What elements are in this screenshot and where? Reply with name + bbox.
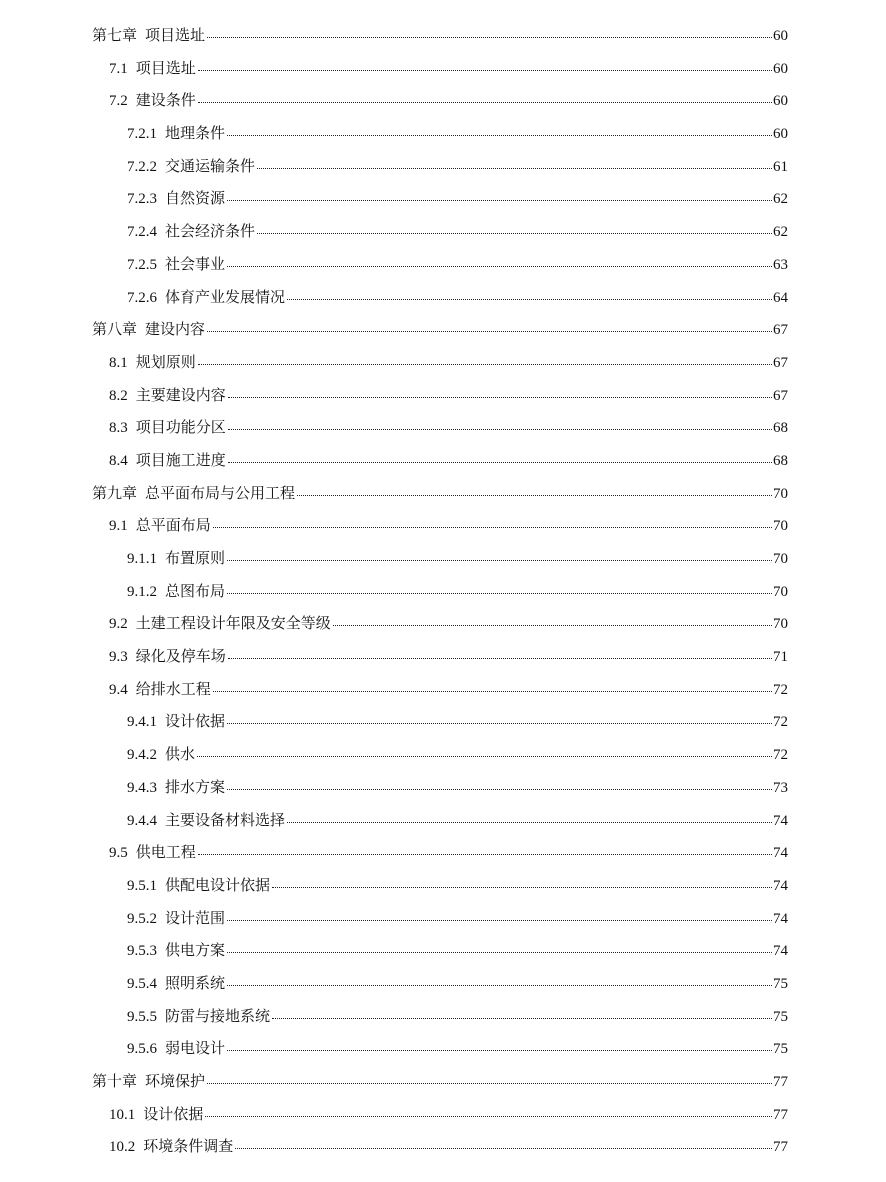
toc-dot-leader [227,548,772,561]
toc-entry-level-1[interactable] [0,19,886,52]
toc-entry-level-2[interactable] [0,379,886,412]
toc-entry-number: 9.5.5 [127,1008,157,1025]
toc-entry-title: 主要建设内容 [135,385,226,404]
toc-dot-leader [207,319,772,332]
toc-entry-page-number: 70 [773,551,788,567]
toc-entry-page-number: 64 [773,289,788,306]
toc-entry-number: 10.1 [109,1106,136,1123]
toc-entry-title: 设计依据 [143,1104,204,1123]
toc-entry-page-number: 74 [773,943,788,960]
toc-dot-leader [257,221,772,234]
toc-dot-leader [257,156,772,169]
toc-entry-page-number: 71 [773,649,788,666]
toc-entry-page-number: 62 [773,191,788,208]
toc-entry-number: 8.1 [109,354,128,371]
toc-entry-level-3[interactable] [0,150,886,183]
toc-dot-leader [272,875,772,888]
toc-entry-level-3[interactable] [0,771,886,804]
toc-entry-page-number: 75 [773,1008,788,1025]
toc-entry-page-number: 61 [773,158,788,175]
toc-entry-page-number: 60 [773,126,788,143]
toc-dot-leader [287,287,772,300]
toc-entry-title: 规划原则 [135,352,196,371]
toc-entry-level-3[interactable] [0,248,886,281]
toc-dot-leader [207,25,772,38]
toc-entry-number: 9.5 [109,845,128,862]
toc-entry-number: 第九章 [92,483,138,502]
toc-entry-level-3[interactable] [0,804,886,837]
toc-entry-level-3[interactable] [0,869,886,902]
toc-dot-leader [198,58,772,71]
toc-entry-number: 第七章 [92,26,138,44]
toc-dot-leader [228,385,772,398]
toc-entry-page-number: 74 [773,910,788,927]
toc-entry-title: 设计范围 [165,908,226,927]
toc-dot-leader [197,744,772,757]
table-of-contents [0,19,886,1163]
toc-entry-level-2[interactable] [0,509,886,542]
toc-entry-number: 9.5.4 [127,975,157,992]
toc-entry-title: 社会经济条件 [165,222,256,241]
toc-entry-title: 社会事业 [165,254,226,273]
toc-dot-leader [297,483,772,496]
toc-entry-level-1[interactable] [0,1065,886,1098]
toc-dot-leader [227,1038,772,1051]
toc-entry-page-number: 77 [773,1139,788,1156]
toc-entry-level-3[interactable] [0,902,886,935]
toc-entry-title: 建设内容 [145,320,206,339]
toc-dot-leader [213,515,772,528]
toc-entry-level-3[interactable] [0,117,886,150]
toc-entry-number: 9.4.1 [127,714,157,731]
toc-dot-leader [227,973,772,986]
toc-entry-title: 项目施工进度 [135,450,226,469]
toc-entry-level-3[interactable] [0,738,886,771]
toc-entry-title: 照明系统 [165,973,226,992]
toc-entry-number: 7.2.2 [127,158,157,175]
toc-entry-page-number: 74 [773,845,788,862]
toc-entry-number: 7.2.3 [127,191,157,208]
toc-entry-number: 9.1.1 [127,551,157,567]
toc-entry-page-number: 63 [773,256,788,273]
toc-entry-page-number: 73 [773,779,788,796]
toc-dot-leader [205,1104,772,1117]
toc-entry-level-3[interactable] [0,934,886,967]
toc-entry-title: 给排水工程 [135,679,211,698]
toc-entry-number: 7.2.4 [127,224,157,241]
toc-entry-level-3[interactable] [0,215,886,248]
toc-dot-leader [287,810,772,823]
toc-entry-page-number: 72 [773,714,788,731]
toc-entry-level-3[interactable] [0,967,886,1000]
toc-entry-level-2[interactable] [0,346,886,379]
toc-entry-title: 地理条件 [165,124,226,143]
toc-entry-number: 9.4.2 [127,747,157,764]
toc-entry-page-number: 60 [773,60,788,77]
toc-dot-leader [228,417,772,430]
toc-entry-page-number: 60 [773,93,788,110]
toc-entry-level-3[interactable] [0,1000,886,1033]
toc-entry-page-number: 75 [773,975,788,992]
toc-dot-leader [227,123,772,136]
toc-entry-number: 9.2 [109,616,128,633]
toc-entry-level-2[interactable] [0,673,886,706]
toc-dot-leader [207,1071,772,1084]
toc-dot-leader [227,908,772,921]
toc-entry-title: 设计依据 [165,712,226,731]
toc-entry-level-2[interactable] [0,444,886,477]
toc-entry-title: 弱电设计 [165,1039,226,1058]
toc-entry-level-3[interactable] [0,182,886,215]
toc-entry-level-2[interactable] [0,836,886,869]
toc-entry-page-number: 74 [773,812,788,829]
toc-entry-title: 总平面布局与公用工程 [145,483,296,502]
toc-entry-title: 项目选址 [135,58,196,77]
toc-entry-page-number: 67 [773,322,788,339]
toc-dot-leader [227,254,772,267]
toc-entry-number: 第十章 [92,1072,138,1090]
toc-entry-number: 7.2 [109,93,128,110]
toc-entry-page-number: 77 [773,1106,788,1123]
toc-entry-number: 第八章 [92,320,138,339]
toc-entry-page-number: 75 [773,1041,788,1058]
toc-entry-level-2[interactable] [0,411,886,444]
toc-entry-number: 9.5.1 [127,877,157,894]
toc-entry-title: 总图布局 [165,581,226,600]
toc-entry-title: 项目选址 [145,26,206,44]
toc-entry-number: 8.2 [109,387,128,404]
toc-entry-page-number: 68 [773,420,788,437]
toc-entry-level-2[interactable] [0,84,886,117]
toc-entry-level-2[interactable] [0,607,886,640]
toc-entry-number: 9.5.3 [127,943,157,960]
toc-entry-number: 8.4 [109,452,128,469]
toc-entry-title: 总平面布局 [135,516,211,535]
toc-entry-level-2[interactable] [0,1098,886,1131]
toc-entry-title: 交通运输条件 [165,156,256,175]
toc-entry-title: 环境条件调查 [143,1137,234,1156]
toc-entry-level-1[interactable] [0,313,886,346]
toc-entry-page-number: 70 [773,518,788,535]
toc-entry-page-number: 70 [773,616,788,633]
toc-entry-level-1[interactable] [0,477,886,510]
toc-entry-level-3[interactable] [0,542,886,575]
toc-entry-number: 9.4 [109,681,128,698]
toc-entry-page-number: 67 [773,354,788,371]
toc-entry-page-number: 62 [773,224,788,241]
toc-entry-page-number: 70 [773,583,788,600]
toc-dot-leader [272,1006,772,1019]
toc-entry-level-2[interactable] [0,640,886,673]
toc-entry-page-number: 74 [773,877,788,894]
toc-entry-title: 防雷与接地系统 [165,1006,271,1025]
toc-entry-title: 环境保护 [145,1072,206,1090]
toc-entry-title: 供水 [165,745,196,764]
toc-entry-title: 体育产业发展情况 [165,287,286,306]
toc-dot-leader [198,90,772,103]
toc-dot-leader [235,1136,772,1149]
toc-entry-title: 建设条件 [135,91,196,110]
toc-entry-title: 绿化及停车场 [135,647,226,666]
toc-entry-number: 7.2.5 [127,256,157,273]
toc-entry-title: 供电工程 [135,843,196,862]
toc-entry-number: 9.4.4 [127,812,157,829]
toc-dot-leader [213,679,772,692]
toc-entry-number: 9.1.2 [127,583,157,600]
toc-entry-level-2[interactable] [0,1130,886,1163]
toc-dot-leader [227,940,772,953]
toc-dot-leader [333,613,772,626]
toc-entry-number: 9.3 [109,649,128,666]
toc-entry-number: 7.2.6 [127,289,157,306]
toc-entry-number: 9.1 [109,518,128,535]
toc-entry-title: 布置原则 [165,549,226,567]
toc-dot-leader [228,450,772,463]
toc-entry-level-3[interactable] [0,281,886,314]
toc-dot-leader [198,842,772,855]
toc-entry-page-number: 67 [773,387,788,404]
toc-dot-leader [228,646,772,659]
toc-entry-title: 供配电设计依据 [165,875,271,894]
toc-dot-leader [227,188,772,201]
toc-entry-title: 供电方案 [165,941,226,960]
toc-entry-page-number: 68 [773,452,788,469]
toc-entry-page-number: 60 [773,28,788,44]
toc-entry-number: 9.4.3 [127,779,157,796]
toc-entry-title: 自然资源 [165,189,226,208]
toc-entry-level-3[interactable] [0,1032,886,1065]
toc-dot-leader [227,581,772,594]
toc-entry-title: 土建工程设计年限及安全等级 [135,614,331,633]
toc-entry-title: 排水方案 [165,777,226,796]
toc-entry-page-number: 70 [773,485,788,502]
toc-entry-number: 10.2 [109,1139,136,1156]
toc-entry-level-3[interactable] [0,705,886,738]
toc-entry-title: 项目功能分区 [135,418,226,437]
toc-entry-number: 7.1 [109,60,128,77]
toc-entry-number: 9.5.2 [127,910,157,927]
toc-entry-number: 9.5.6 [127,1041,157,1058]
toc-dot-leader [198,352,772,365]
toc-entry-number: 7.2.1 [127,126,157,143]
toc-entry-page-number: 72 [773,747,788,764]
toc-dot-leader [227,711,772,724]
toc-dot-leader [227,777,772,790]
toc-entry-page-number: 72 [773,681,788,698]
toc-entry-level-3[interactable] [0,575,886,608]
toc-entry-page-number: 77 [773,1074,788,1090]
toc-entry-title: 主要设备材料选择 [165,810,286,829]
toc-entry-number: 8.3 [109,420,128,437]
toc-entry-level-2[interactable] [0,52,886,85]
